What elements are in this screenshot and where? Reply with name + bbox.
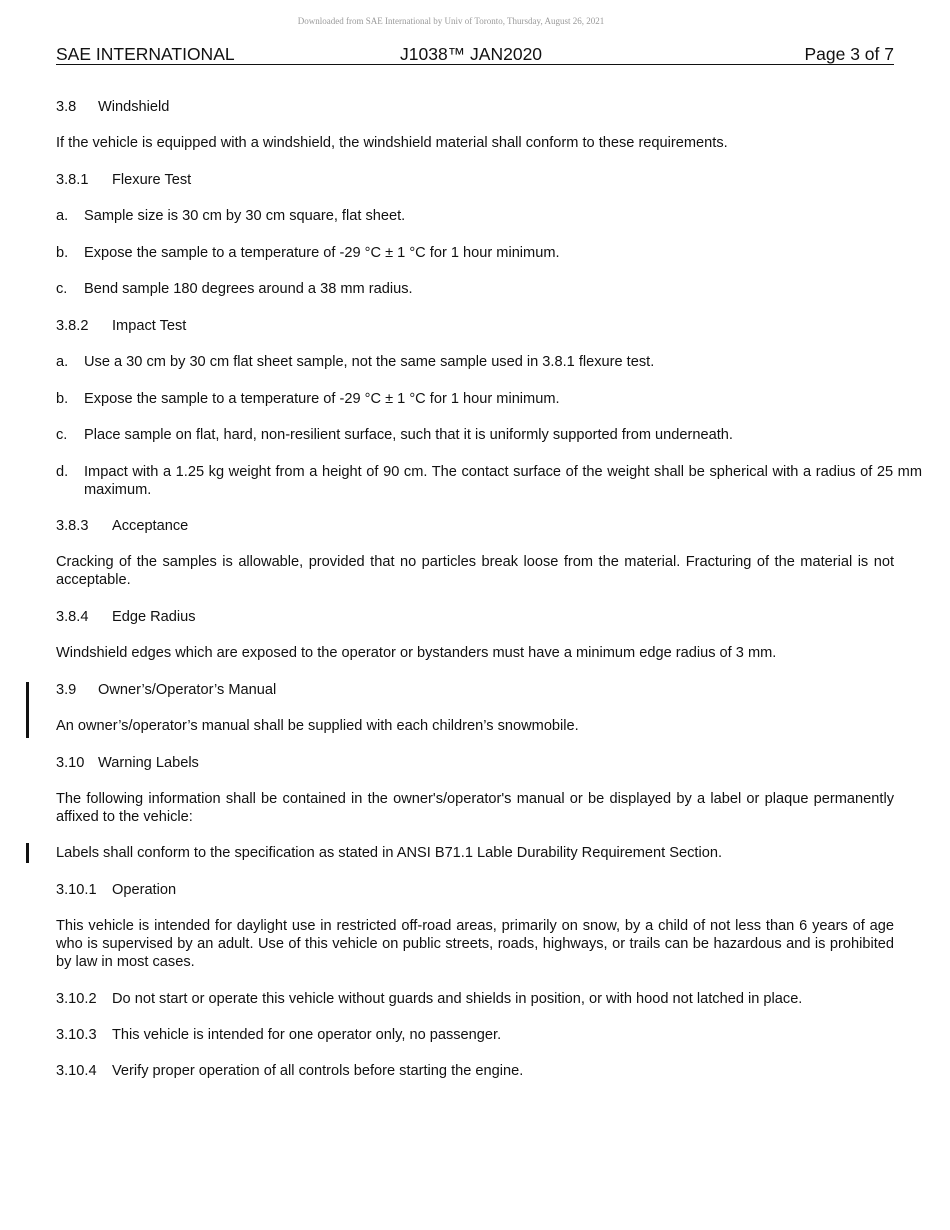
section-3-8-body: If the vehicle is equipped with a windshield, the windshield material shall conform to these requirements.	[56, 135, 728, 151]
section-text: Do not start or operate this vehicle without guards and shields in position, or with hood not latched in place.	[112, 991, 803, 1007]
section-number: 3.10.4	[56, 1063, 97, 1079]
download-notice: Downloaded from SAE International by Univ of Toronto, Thursday, August 26, 2021	[297, 16, 605, 26]
section-title: Flexure Test	[112, 172, 192, 188]
list-item: a. Sample size is 30 cm by 30 cm square, flat sheet.	[56, 208, 406, 224]
section-3-8-2-heading	[56, 317, 894, 335]
section-number: 3.8.2	[56, 318, 89, 334]
page-header	[56, 44, 894, 65]
header-page-number: Page 3 of 7	[804, 44, 894, 64]
section-3-8-4-body: Windshield edges which are exposed to the operator or bystanders must have a minimum edge radius of 3 mm.	[56, 645, 777, 661]
section-number: 3.9	[56, 682, 77, 698]
section-title: Edge Radius	[112, 609, 196, 625]
section-title: Warning Labels	[98, 755, 199, 771]
revision-change-bar	[26, 843, 29, 863]
section-3-10-heading	[56, 754, 894, 772]
section-text: Verify proper operation of all controls before starting the engine.	[112, 1063, 524, 1079]
header-doc-id: J1038™ JAN2020	[400, 44, 543, 64]
section-number: 3.10	[56, 755, 85, 771]
section-number: 3.10.2	[56, 991, 97, 1007]
section-3-10-labels-note: Labels shall conform to the specification as stated in ANSI B71.1 Lable Durability Requirement Section.	[56, 845, 723, 861]
list-item: a. Use a 30 cm by 30 cm flat sheet sample, not the same sample used in 3.8.1 flexure test.	[56, 354, 655, 370]
section-3-9-body: An owner’s/operator’s manual shall be supplied with each children’s snowmobile.	[56, 718, 579, 734]
section-3-8-3-body: Cracking of the samples is allowable, provided that no particles break loose from the material. Fracturing of the material is not acceptable.	[56, 554, 894, 588]
section-number: 3.8.4	[56, 609, 89, 625]
section-number: 3.10.1	[56, 882, 97, 898]
section-text: This vehicle is intended for one operator only, no passenger.	[112, 1027, 502, 1043]
list-item: c. Bend sample 180 degrees around a 38 mm radius.	[56, 281, 413, 297]
section-title: Windshield	[98, 99, 170, 115]
section-title: Operation	[112, 882, 177, 898]
section-3-10-body: The following information shall be contained in the owner's/operator's manual or be displayed by a label or plaque permanently affixed to the vehicle:	[56, 791, 894, 825]
list-item: c. Place sample on flat, hard, non-resilient surface, such that it is uniformly supported from underneath.	[56, 427, 733, 443]
section-3-10-1-heading	[56, 881, 894, 899]
section-number: 3.8.1	[56, 172, 89, 188]
section-number: 3.8.3	[56, 518, 89, 534]
section-3-10-4	[56, 1062, 894, 1080]
section-3-8-heading	[56, 98, 894, 116]
section-3-8-4-heading	[56, 608, 894, 626]
section-3-10-1-body: This vehicle is intended for daylight use in restricted off-road areas, primarily on snow, by a child of not less than 6 years of age who is supervised by an adult. Use of this vehicle on public streets, roads, highways, or trails can be hazardous and is prohibited by law in most cases.	[56, 918, 894, 970]
section-3-8-1-heading	[56, 171, 894, 189]
list-item: b. Expose the sample to a temperature of -29 °C ± 1 °C for 1 hour minimum.	[56, 245, 560, 261]
header-org: SAE INTERNATIONAL	[56, 44, 235, 64]
revision-change-bar	[26, 682, 29, 738]
list-item: d. Impact with a 1.25 kg weight from a height of 90 cm. The contact surface of the weight shall be spherical with a radius of 25 mm maximum.	[56, 464, 922, 498]
section-3-8-3-heading	[56, 517, 894, 535]
section-number: 3.10.3	[56, 1027, 97, 1043]
section-3-10-3	[56, 1026, 894, 1044]
section-title: Acceptance	[112, 518, 189, 534]
section-3-10-2	[56, 990, 894, 1008]
section-number: 3.8	[56, 99, 77, 115]
list-item: b. Expose the sample to a temperature of -29 °C ± 1 °C for 1 hour minimum.	[56, 391, 560, 407]
section-title: Owner’s/Operator’s Manual	[98, 682, 277, 698]
section-3-9-heading	[56, 681, 894, 699]
section-title: Impact Test	[112, 318, 187, 334]
